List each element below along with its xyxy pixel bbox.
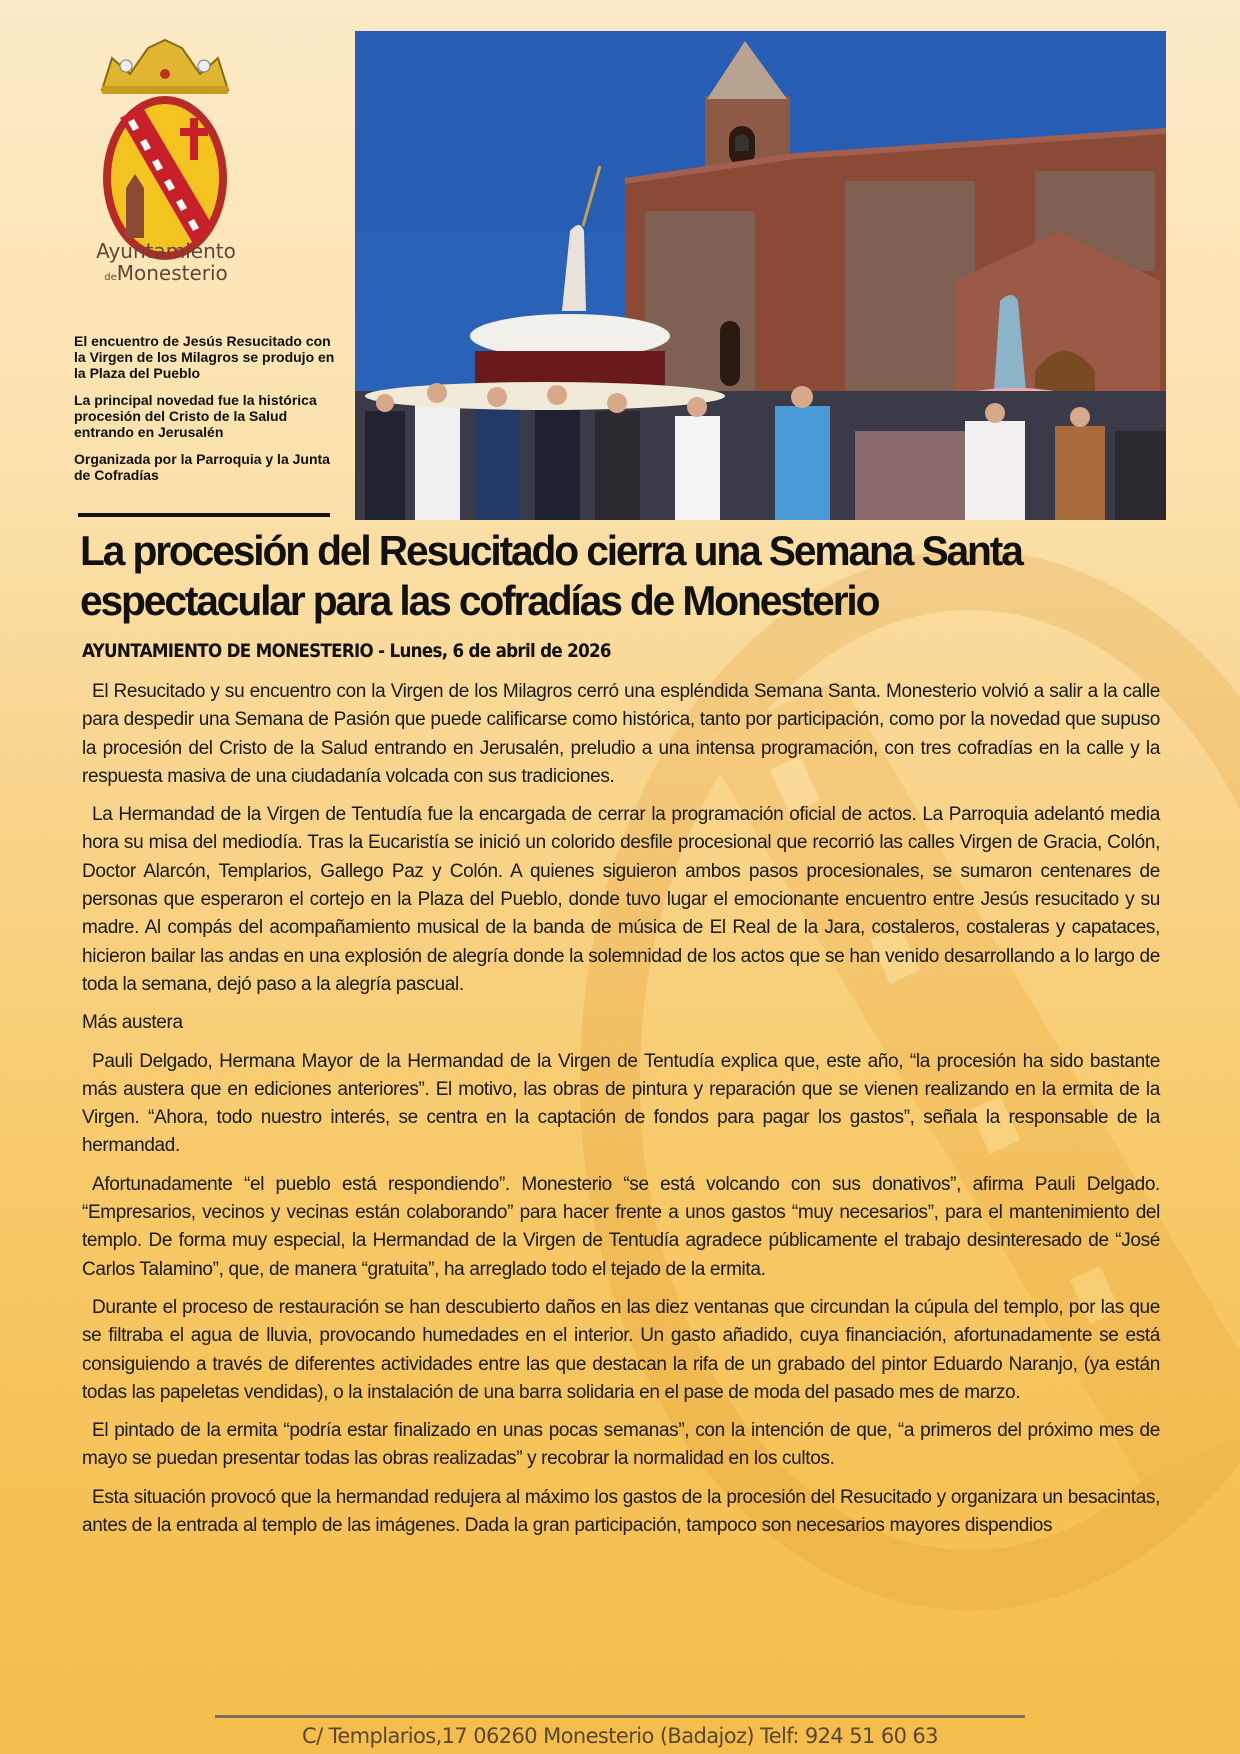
summary-item: El encuentro de Jesús Resucitado con la Virgen de los Milagros se produjo en la Plaza del Pueblo bbox=[74, 333, 335, 381]
summary-divider bbox=[78, 513, 330, 517]
logo-line2-prefix: de bbox=[104, 272, 117, 283]
article-body bbox=[82, 678, 1160, 1550]
crown-icon bbox=[102, 40, 228, 94]
paragraph: El Resucitado y su encuentro con la Virgen de los Milagros cerró una espléndida Semana Santa. Monesterio volvió a salir a la calle para despedir una Semana de Pasión que puede calificarse como histórica, tanto por participación, como por la novedad que supuso la procesión del Cristo de la Salud entrando en Jerusalén, preludio a una intensa programación, con tres cofradías en la calle y la respuesta masiva de una ciudadanía volcada con sus tradiciones. bbox=[82, 681, 1160, 787]
bell-icon bbox=[735, 134, 749, 151]
paragraph: La Hermandad de la Virgen de Tentudía fue la encargada de cerrar la programación oficial de actos. La Parroquia adelantó media hora su misa del mediodía. Tras la Eucaristía se inició un colorido desfile procesional que recorrió las calles Virgen de Gracia, Colón, Doctor Alarcón, Templarios, Gallego Paz y Colón. A quienes siguieron ambos pasos procesionales, se sumaron centenares de personas que esperaron el cortejo en la Plaza del Pueblo, donde tuvo lugar el emocionante encuentro entre Jesús resucitado y su madre. Al compás del acompañamiento musical de la banda de música de El Real de la Jara, costaleros, costaleras y capataces, hicieron bailar las andas en una explosión de alegría donde la solemnidad de los actos que se han venido desarrollando a lo largo de toda la semana, dejó paso a la alegría pascual. bbox=[82, 804, 1160, 995]
summary-highlights bbox=[74, 333, 344, 494]
footer-address: C/ Templarios,17 06260 Monesterio (Badajoz) Telf: 924 51 60 63 bbox=[302, 1724, 938, 1748]
summary-item: La principal novedad fue la histórica procesión del Cristo de la Salud entrando en Jerusalén bbox=[74, 392, 317, 440]
byline: AYUNTAMIENTO DE MONESTERIO - Lunes, 6 de abril de 2026 bbox=[82, 640, 611, 662]
paragraph: Esta situación provocó que la hermandad redujera al máximo los gastos de la procesión del Resucitado y organizara un besacintas, antes de la entrada al templo de las imágenes. Dada la gran participación, tampoco son necesarios mayores dispendios bbox=[82, 1486, 1160, 1537]
logo-wordmark bbox=[86, 240, 246, 289]
tower-icon bbox=[126, 188, 144, 238]
paragraph: Afortunadamente “el pueblo está respondiendo”. Monesterio “se está volcando con sus donativos”, afirma Pauli Delgado. “Empresarios, vecinos y vecinas están colaborando” para hacer frente a unos gastos “muy necesarios”, para el mantenimiento del templo. De forma muy especial, la Hermandad de la Virgen de Tentudía agradece públicamente el trabajo desinteresado de “José Carlos Talamino”, que, de manera “gratuita”, ha arreglado todo el tejado de la ermita. bbox=[82, 1173, 1160, 1280]
paragraph: Durante el proceso de restauración se han descubierto daños en las diez ventanas que circundan la cúpula del templo, por las que se filtraba el agua de lluvia, provocando humedades en el interior. Un gasto añadido, cuya financiación, afortunadamente se está consiguiendo a través de diferentes actividades entre las que destacan la rifa de un grabado del pintor Eduardo Naranjo, (ya están todas las papeletas vendidas), o la instalación de una barra solidaria en el pase de moda del pasado mes de marzo. bbox=[82, 1296, 1160, 1403]
headline: La procesión del Resucitado cierra una Semana Santa espectacular para las cofradías de Monesterio bbox=[80, 527, 1022, 624]
paragraph: Pauli Delgado, Hermana Mayor de la Hermandad de la Virgen de Tentudía explica que, este año, “la procesión ha sido bastante más austera que en ediciones anteriores”. El motivo, las obras de pintura y reparación que se vienen realizando en la ermita de la Virgen. “Ahora, todo nuestro interés, se centra en la captación de fondos para pagar los gastos”, señala la responsable de la hermandad. bbox=[82, 1050, 1160, 1157]
paragraph: El pintado de la ermita “podría estar finalizado en unas pocas semanas”, con la intención de que, “a primeros del próximo mes de mayo se puedan presentar todas las obras realizadas” y recobrar la normalidad en los cultos. bbox=[82, 1420, 1160, 1470]
summary-item: Organizada por la Parroquia y la Junta de Cofradías bbox=[74, 451, 330, 483]
logo-line1: Ayuntamiento bbox=[96, 239, 236, 263]
footer-divider bbox=[215, 1715, 1025, 1718]
logo-line2: Monesterio bbox=[116, 261, 228, 285]
subheading: Más austera bbox=[82, 1012, 183, 1034]
procession-photo bbox=[355, 31, 1166, 520]
